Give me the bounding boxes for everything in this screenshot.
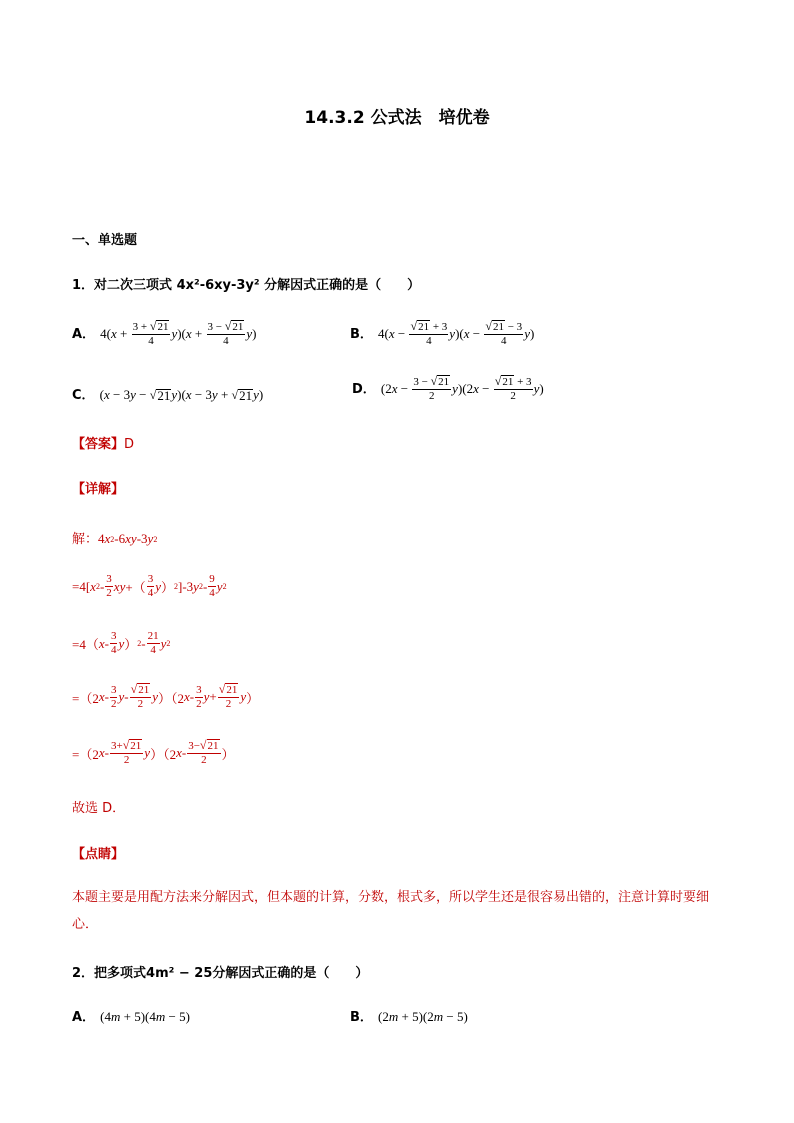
solution-line-5: =（2 x - 3+ √ 21 2 y ）（2 x - 3− √ 21 2 ） <box>72 738 235 766</box>
q1-comment-text: 本题主要是用配方法来分解因式，但本题的计算，分数，根式多，所以学生还是很容易出错的，注意计算时要细心． <box>72 890 710 932</box>
q1-option-a-formula: 4( x + 3 + √ 21 4 y )( x + 3 − √ 21 4 y ) <box>100 319 257 347</box>
solution-line-4: =（2 x - $\frac{3}{2}$ y - √ 21 2 y ）（2 x - $\frac{3}{2}$ y + √ 21 2 y ） <box>72 682 260 710</box>
solution-conclusion: 故选 D． <box>72 801 126 816</box>
solution-line-3: =4（ x - $\frac{3}{4}$ y ） 2 - $\frac{21}{4}$ y 2 <box>72 630 171 656</box>
q1-option-a[interactable]: A． 4( x + 3 + √ 21 4 y )( x + 3 − √ 21 4 y ) <box>72 319 257 347</box>
q1-comment-label: 【点睛】 <box>72 847 125 862</box>
q1-option-c[interactable]: C． ( x − 3 y − √ 21 y )( x − 3 y + √ 21 y ) <box>72 387 264 403</box>
q2-option-b[interactable]: B． (2 m + 5)(2 m − 5) <box>350 1009 468 1025</box>
q1-option-b-formula: 4( x − √ 21 + 3 4 y )( x − √ 21 − 3 4 y ) <box>378 319 535 347</box>
question-2-stem: 2．把多项式4m² − 25分解因式正确的是（ ） <box>72 966 369 981</box>
solution-line-2: =4[ x 2 - $\frac{3}{2}$ xy +（ $\frac{3}{4}$ y ） 2 ]-3 y 2 - $\frac{9}{4}$ y 2 <box>72 573 227 599</box>
q2-option-b-formula: (2 m + 5)(2 m − 5) <box>378 1009 468 1024</box>
q1-option-c-formula: ( x − 3 y − √ 21 y )( x − 3 y + √ 21 y ) <box>99 387 264 403</box>
q1-option-d[interactable]: D． (2 x − 3 − √ 21 2 y )(2 x − √ 21 + 3 2 y ) <box>352 374 544 402</box>
q1-detail-label: 【详解】 <box>72 482 125 497</box>
q1-option-b[interactable]: B． 4( x − √ 21 + 3 4 y )( x − √ 21 − 3 4 y ) <box>350 319 535 347</box>
page-title: 14.3.2 公式法 培优卷 <box>304 108 490 128</box>
q2-option-a[interactable]: A． (4 m + 5)(4 m − 5) <box>72 1009 190 1025</box>
section-heading: 一、单选题 <box>72 233 138 248</box>
solution-line-1: 解：4 x 2 -6 xy -3 y 2 <box>72 531 158 547</box>
q2-option-a-formula: (4 m + 5)(4 m − 5) <box>100 1009 190 1024</box>
q1-option-d-formula: (2 x − 3 − √ 21 2 y )(2 x − √ 21 + 3 2 y ) <box>380 374 544 402</box>
question-1-stem: 1．对二次三项式 4x²-6xy-3y² 分解因式正确的是（ ） <box>72 278 421 293</box>
q1-answer: 【答案】D <box>72 437 135 452</box>
